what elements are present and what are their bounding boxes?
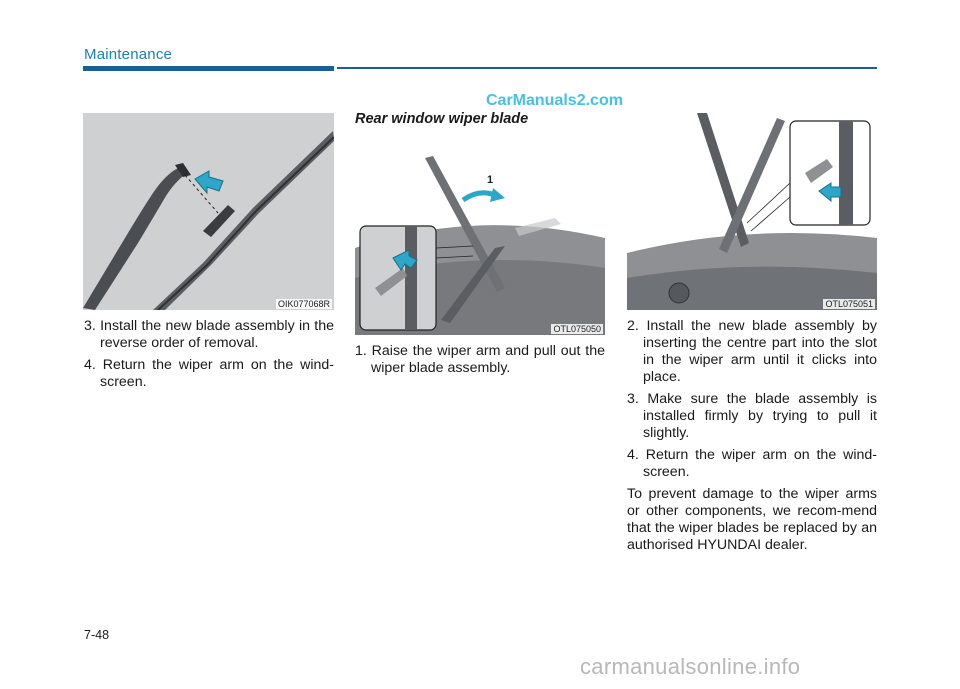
subheading-rear-wiper: Rear window wiper blade xyxy=(355,111,529,127)
figure-code: OIK077068R xyxy=(277,299,330,309)
wiper-arm-illustration xyxy=(83,113,334,310)
header-rule-light xyxy=(337,67,877,69)
footer-watermark: carmanualsonline.info xyxy=(580,654,801,679)
rear-wiper-illustration xyxy=(355,138,605,335)
page-number: 7-48 xyxy=(84,628,110,642)
callout-number: 1 xyxy=(487,174,494,186)
advisory-note: To prevent damage to the wiper arms or other components, we recom-mend that the wiper blades be replaced by an authorised HYUNDAI dealer. xyxy=(627,486,877,553)
instruction-step: 1. Raise the wiper arm and pull out the wiper blade assembly. xyxy=(355,343,605,376)
figure-right-blade-install xyxy=(627,113,877,310)
instruction-step: 3. Install the new blade assembly in the reverse order of removal. xyxy=(84,318,334,351)
middle-column-text xyxy=(355,343,605,382)
section-title: Maintenance xyxy=(84,46,173,63)
figure-left-wiper-install xyxy=(83,113,334,310)
figure-middle-rear-wiper xyxy=(355,138,605,335)
top-watermark: CarManuals2.com xyxy=(486,92,623,109)
right-column-text xyxy=(627,318,877,559)
left-column-text xyxy=(84,318,334,396)
instruction-step: 2. Install the new blade assembly by inserting the centre part into the slot in the wiper arm until it clicks into place. xyxy=(627,318,877,385)
instruction-step: 4. Return the wiper arm on the wind-screen. xyxy=(84,357,334,390)
header-rule-dark xyxy=(83,66,334,71)
figure-code: OTL075050 xyxy=(553,324,601,334)
instruction-step: 3. Make sure the blade assembly is installed firmly by trying to pull it slightly. xyxy=(627,391,877,441)
instruction-step: 4. Return the wiper arm on the wind-screen. xyxy=(627,447,877,480)
figure-code: OTL075051 xyxy=(825,299,873,309)
rear-wiper-install-illustration xyxy=(627,113,877,310)
